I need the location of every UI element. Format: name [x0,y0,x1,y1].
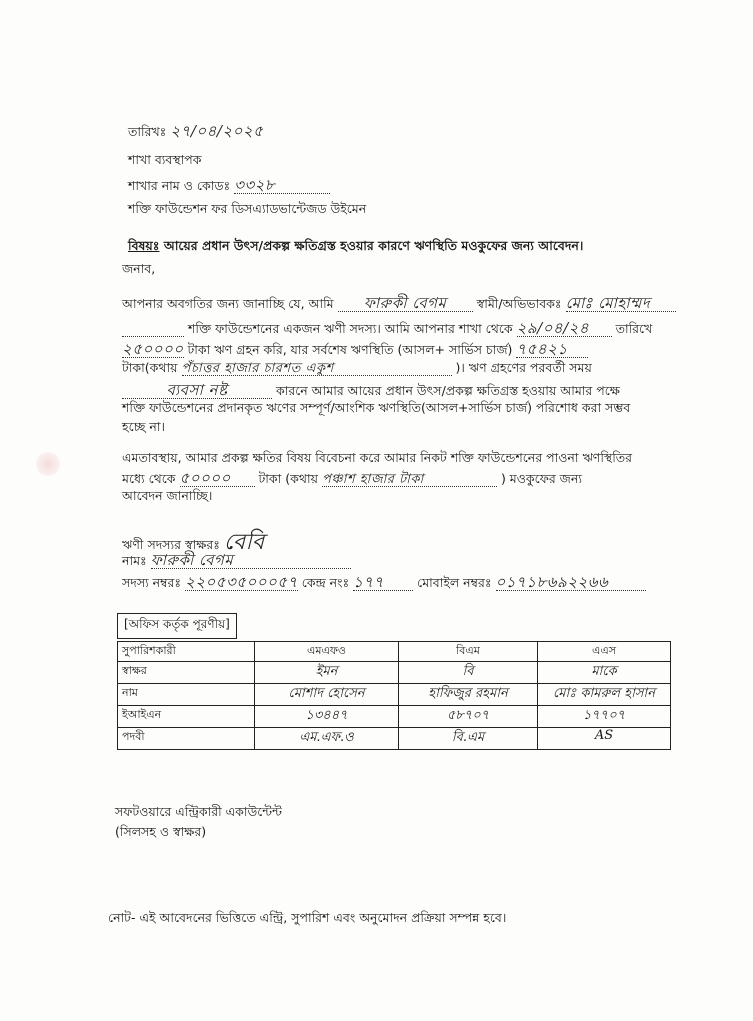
body-line-2 [122,321,652,337]
center-label: কেন্দ্র নংঃ [301,575,350,590]
body-text: ) মওকুফের জন্য [500,471,582,486]
table-cell: বি [399,662,538,684]
table-cell: বি.এম [399,728,538,750]
member-name: ফারুকী বেগম [151,553,351,569]
table-cell: এম.এফ.ও [255,728,399,750]
date-line [128,124,263,139]
member-no-label: সদস্য নম্বরঃ [122,575,182,590]
waiver-amount-handwritten: ৫০০০০ [180,471,255,487]
balance-words-handwritten: পঁচাত্তর হাজার চারশত একুশ [182,362,452,376]
body-text: টাকা ঋণ গ্রহন করি, যার সর্বশেষ ঋণস্থিতি (আসল+ সার্ভিস চার্জ) [187,342,513,357]
table-header-cell: এএস [538,642,671,662]
body-text: আপনার অবগতির জন্য জানাচ্ছি যে, আমি [122,296,334,311]
table-cell: ১৭৭০৭ [538,706,671,728]
balance-handwritten: ৭৫৪২১ [516,342,588,358]
member-signature-label: ঋণী সদস্যর স্বাক্ষরঃ [122,537,220,552]
body-line-10: আবেদন জানাচ্ছি। [122,488,213,503]
waiver-words-handwritten: পঞ্চাশ হাজার টাকা [322,473,497,487]
table-row [118,728,671,750]
table-header-cell: এমএফও [255,642,399,662]
date-label: তারিখঃ [128,124,167,139]
branch-manager: শাখা ব্যবস্থাপক [128,152,202,167]
body-line-7: হচ্ছে না। [122,419,165,434]
member-signature: বেবি [223,530,265,555]
row-label: নাম [118,684,255,706]
loan-date-handwritten: ২৯/০৪/২৪ [517,321,612,337]
branch-code: ৩৩২৮ [234,178,330,194]
seal-signature-note: (সিলসহ ও স্বাক্ষর) [115,824,207,839]
table-cell: হাফিজুর রহমান [399,684,538,706]
body-line-4 [122,362,592,376]
member-numbers-line [122,575,646,591]
salutation: জনাব, [122,261,156,276]
ink-stain [36,452,60,476]
blank [122,323,184,337]
date-value: ২৭/০৪/২০২৫ [170,122,264,140]
table-header-cell: বিএম [399,642,538,662]
loan-amount-handwritten: ২৫০০০০ [122,340,184,358]
table-row [118,662,671,684]
table-cell: AS [538,728,671,750]
table-header-row [118,642,671,662]
guardian-handwritten: মোঃ মোহাম্মদ [566,296,676,312]
software-entry-accountant: সফটওয়ারে এন্ট্রিকারী একাউন্টেন্ট [115,804,282,819]
body-text: শক্তি ফাউন্ডেশনের একজন ঋণী সদস্য। আমি আপনার শাখা থেকে [187,321,513,336]
table-cell: মোশাদ হোসেন [255,684,399,706]
body-line-5 [122,383,620,399]
table-row [118,706,671,728]
branch-line [128,178,330,194]
body-line-9 [122,471,582,487]
body-text: টাকা(কথায় [122,360,178,375]
footer-note: নোট- এই আবেদনের ভিত্তিতে এন্ট্রি, সুপারিশ এবং অনুমোদন প্রক্রিয়া সম্পন্ন হবে। [108,910,507,925]
member-no: ২২০৫৩৫০০০৫৭ [185,573,298,591]
table-cell: মাকে [538,662,671,684]
subject-line [128,240,583,253]
table-row [118,684,671,706]
table-header-cell: সুপারিশকারী [118,642,255,662]
body-text: মধ্যে থেকে [122,471,176,486]
office-box-label: [অফিস কর্তৃক পূরণীয়] [117,613,237,639]
office-table [117,641,671,750]
body-line-8: এমতাবস্থায়, আমার প্রকল্প ক্ষতির বিষয় বিবেচনা করে আমার নিকট শক্তি ফাউন্ডেশনের পাওনা ঋণস্থিতির [122,450,633,465]
reason-handwritten: ব্যবসা নষ্ট [122,383,272,399]
body-line-6: শক্তি ফাউন্ডেশনের প্রদানকৃত ঋণের সম্পূর্ণ/আংশিক ঋণস্থিতি(আসল+সার্ভিস চার্জ) পরিশোধ করা সম্ভব [122,400,631,415]
member-name-label: নামঃ [122,553,147,568]
table-cell: ইমন [255,662,399,684]
row-label: পদবী [118,728,255,750]
body-text: টাকা (কথায় [258,471,318,486]
body-text: )। ঋণ গ্রহণের পরবর্তী সময় [455,360,592,375]
body-line-3 [122,342,588,358]
branch-name-label: শাখার নাম ও কোডঃ [128,178,231,193]
mobile-label: মোবাইল নম্বরঃ [417,575,492,590]
table-cell: মোঃ কামরুল হাসান [538,684,671,706]
borrower-name-handwritten: ফারুকী বেগম [338,296,473,312]
mobile-no: ০১৭১৮৬৯২২৬৬ [496,575,646,591]
body-text: তারিখে [615,321,653,336]
org-line: শক্তি ফাউন্ডেশন ফর ডিসএ্যাডভান্টেজড উইমেন [128,201,367,216]
member-name-line [122,553,351,569]
subject-label: বিষয়ঃ [128,238,160,253]
table-cell: ১৩৪৪৭ [255,706,399,728]
table-cell: ৫৮৭০৭ [399,706,538,728]
center-no: ১৭৭ [353,575,413,591]
body-line-1 [122,296,676,312]
row-label: ইআইএন [118,706,255,728]
subject-text: আয়ের প্রধান উৎস/প্রকল্প ক্ষতিগ্রস্ত হওয়ার কারণে ঋণস্থিতি মওকুফের জন্য আবেদন। [163,238,584,253]
body-text: স্বামী/অভিভাবকঃ [476,296,562,311]
row-label: স্বাক্ষর [118,662,255,684]
body-text: কারনে আমার আয়ের প্রধান উৎস/প্রকল্প ক্ষতিগ্রস্ত হওয়ায় আমার পক্ষে [275,383,620,398]
